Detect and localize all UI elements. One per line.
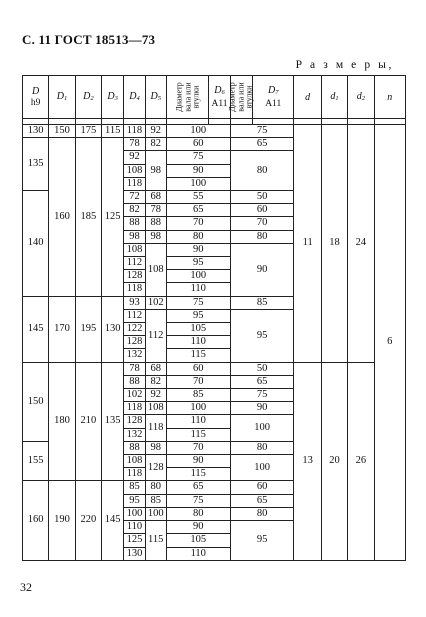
cell-D5: 92 [145, 125, 166, 138]
cell-bore-D6: 100 [166, 177, 230, 190]
col-header-D: D h9 [23, 76, 49, 119]
cell-D4: 118 [124, 283, 145, 296]
col-header-D4: D4 [124, 76, 145, 119]
cell-bore-D7: 100 [230, 455, 294, 481]
dimensions-table [22, 75, 406, 561]
cell-D4: 108 [124, 455, 145, 468]
cell-bore-D7: 90 [230, 402, 294, 415]
cell-D4: 82 [124, 204, 145, 217]
cell-bore-D7: 80 [230, 230, 294, 243]
col-header-D5: D5 [145, 76, 166, 119]
cell-bore-D7: 80 [230, 441, 294, 454]
cell-bore-D7: 60 [230, 204, 294, 217]
cell-D4: 100 [124, 507, 145, 520]
cell-D5: 112 [145, 309, 166, 362]
cell-D4: 78 [124, 138, 145, 151]
cell-bore-D6: 90 [166, 455, 230, 468]
col-header-D3: D3 [102, 76, 124, 119]
cell-bore-D6: 110 [166, 415, 230, 428]
cell-D5: 108 [145, 243, 166, 296]
col-header-bore-diameter-a: Диаметр вала или втулки [166, 76, 209, 119]
cell-bore-D6: 85 [166, 389, 230, 402]
col-header-D2: D2 [75, 76, 101, 119]
cell-D4: 78 [124, 362, 145, 375]
cell-D4: 132 [124, 428, 145, 441]
cell-D5: 108 [145, 402, 166, 415]
cell-D1: 190 [49, 481, 75, 560]
cell-bore-D6: 110 [166, 547, 230, 560]
cell-D5: 115 [145, 521, 166, 561]
cell-bore-D6: 100 [166, 125, 230, 138]
cell-D: 140 [23, 191, 49, 297]
cell-bore-D6: 95 [166, 257, 230, 270]
cell-D3: 125 [102, 138, 124, 296]
cell-D4: 98 [124, 230, 145, 243]
cell-D4: 95 [124, 494, 145, 507]
cell-bore-D6: 105 [166, 534, 230, 547]
cell-D: 160 [23, 481, 49, 560]
cell-d: 11 [294, 125, 321, 363]
cell-D: 130 [23, 125, 49, 138]
cell-bore-D7: 85 [230, 296, 294, 309]
cell-bore-D6: 75 [166, 494, 230, 507]
cell-d: 13 [294, 362, 321, 560]
cell-D4: 92 [124, 151, 145, 164]
cell-bore-D7: 100 [230, 415, 294, 441]
cell-bore-D6: 110 [166, 283, 230, 296]
cell-D4: 110 [124, 521, 145, 534]
cell-bore-D6: 115 [166, 468, 230, 481]
cell-D4: 88 [124, 217, 145, 230]
cell-D5: 80 [145, 481, 166, 494]
cell-D3: 115 [102, 125, 124, 138]
col-header-d2: d2 [348, 76, 374, 119]
table-header-row [23, 76, 406, 119]
cell-bore-D6: 100 [166, 270, 230, 283]
cell-D4: 102 [124, 389, 145, 402]
cell-bore-D6: 115 [166, 428, 230, 441]
cell-bore-D7: 90 [230, 243, 294, 296]
units-label: Р а з м е р ы, [295, 59, 394, 71]
cell-D4: 88 [124, 441, 145, 454]
cell-bore-D7: 65 [230, 375, 294, 388]
cell-bore-D6: 60 [166, 362, 230, 375]
cell-D3: 130 [102, 296, 124, 362]
cell-bore-D6: 75 [166, 296, 230, 309]
cell-D5: 100 [145, 507, 166, 520]
cell-D5: 118 [145, 415, 166, 441]
cell-bore-D6: 65 [166, 204, 230, 217]
cell-D4: 132 [124, 349, 145, 362]
cell-bore-D7: 65 [230, 138, 294, 151]
cell-bore-D7: 65 [230, 494, 294, 507]
cell-D4: 72 [124, 191, 145, 204]
cell-bore-D6: 80 [166, 230, 230, 243]
cell-D: 155 [23, 441, 49, 481]
cell-D5: 102 [145, 296, 166, 309]
col-header-d: d [294, 76, 321, 119]
cell-D4: 85 [124, 481, 145, 494]
cell-bore-D7: 80 [230, 507, 294, 520]
cell-D4: 93 [124, 296, 145, 309]
cell-D1: 160 [49, 138, 75, 296]
cell-D2: 185 [75, 138, 101, 296]
cell-bore-D6: 90 [166, 164, 230, 177]
cell-bore-D6: 105 [166, 323, 230, 336]
cell-D4: 125 [124, 534, 145, 547]
cell-D4: 128 [124, 270, 145, 283]
col-header-D1: D1 [49, 76, 75, 119]
cell-D5: 68 [145, 362, 166, 375]
cell-D2: 175 [75, 125, 101, 138]
col-header-n: n [374, 76, 406, 119]
cell-bore-D6: 70 [166, 217, 230, 230]
cell-D4: 118 [124, 125, 145, 138]
cell-D4: 128 [124, 415, 145, 428]
cell-D4: 118 [124, 468, 145, 481]
cell-bore-D7: 50 [230, 191, 294, 204]
cell-bore-D7: 50 [230, 362, 294, 375]
cell-D: 150 [23, 362, 49, 441]
cell-D5: 82 [145, 375, 166, 388]
cell-bore-D7: 95 [230, 521, 294, 561]
cell-D5: 92 [145, 389, 166, 402]
cell-D5: 68 [145, 191, 166, 204]
cell-d2: 26 [348, 362, 374, 560]
cell-bore-D7: 75 [230, 125, 294, 138]
cell-D4: 112 [124, 257, 145, 270]
cell-D4: 130 [124, 547, 145, 560]
cell-bore-D7: 95 [230, 309, 294, 362]
cell-D5: 128 [145, 455, 166, 481]
cell-D4: 112 [124, 309, 145, 322]
cell-bore-D7: 75 [230, 389, 294, 402]
cell-D5: 85 [145, 494, 166, 507]
cell-D2: 210 [75, 362, 101, 481]
table-row [23, 362, 406, 375]
cell-bore-D7: 60 [230, 481, 294, 494]
cell-D4: 128 [124, 336, 145, 349]
page-header: С. 11 ГОСТ 18513—73 [22, 32, 156, 47]
cell-D: 135 [23, 138, 49, 191]
cell-bore-D6: 115 [166, 349, 230, 362]
cell-bore-D6: 70 [166, 441, 230, 454]
col-header-d1: d1 [321, 76, 347, 119]
cell-bore-D6: 75 [166, 151, 230, 164]
cell-bore-D6: 70 [166, 375, 230, 388]
col-header-D7: D7 A11 [252, 76, 294, 119]
cell-bore-D6: 55 [166, 191, 230, 204]
cell-D5: 98 [145, 230, 166, 243]
cell-D4: 108 [124, 164, 145, 177]
cell-D2: 195 [75, 296, 101, 362]
cell-D5: 98 [145, 441, 166, 454]
cell-bore-D6: 100 [166, 402, 230, 415]
cell-D4: 88 [124, 375, 145, 388]
cell-bore-D7: 80 [230, 151, 294, 191]
cell-D1: 150 [49, 125, 75, 138]
cell-d2: 24 [348, 125, 374, 363]
cell-D4: 118 [124, 402, 145, 415]
cell-D2: 220 [75, 481, 101, 560]
cell-D3: 145 [102, 481, 124, 560]
cell-bore-D6: 60 [166, 138, 230, 151]
col-header-D6: D6 A11 [209, 76, 230, 119]
cell-D1: 180 [49, 362, 75, 481]
col-header-bore-diameter-b: Диаметр вала или втулки [230, 76, 252, 119]
cell-D5: 88 [145, 217, 166, 230]
cell-D3: 135 [102, 362, 124, 481]
page-number: 32 [20, 580, 32, 594]
table-row [23, 125, 406, 138]
cell-D1: 170 [49, 296, 75, 362]
cell-D5: 98 [145, 151, 166, 191]
cell-bore-D6: 110 [166, 336, 230, 349]
cell-D5: 78 [145, 204, 166, 217]
cell-D4: 108 [124, 243, 145, 256]
cell-d1: 18 [321, 125, 347, 363]
cell-D4: 122 [124, 323, 145, 336]
cell-bore-D6: 90 [166, 243, 230, 256]
cell-D5: 82 [145, 138, 166, 151]
cell-n: 6 [374, 125, 406, 561]
cell-bore-D6: 65 [166, 481, 230, 494]
cell-D4: 118 [124, 177, 145, 190]
cell-d1: 20 [321, 362, 347, 560]
cell-bore-D7: 70 [230, 217, 294, 230]
cell-D: 145 [23, 296, 49, 362]
cell-bore-D6: 80 [166, 507, 230, 520]
cell-bore-D6: 90 [166, 521, 230, 534]
cell-bore-D6: 95 [166, 309, 230, 322]
